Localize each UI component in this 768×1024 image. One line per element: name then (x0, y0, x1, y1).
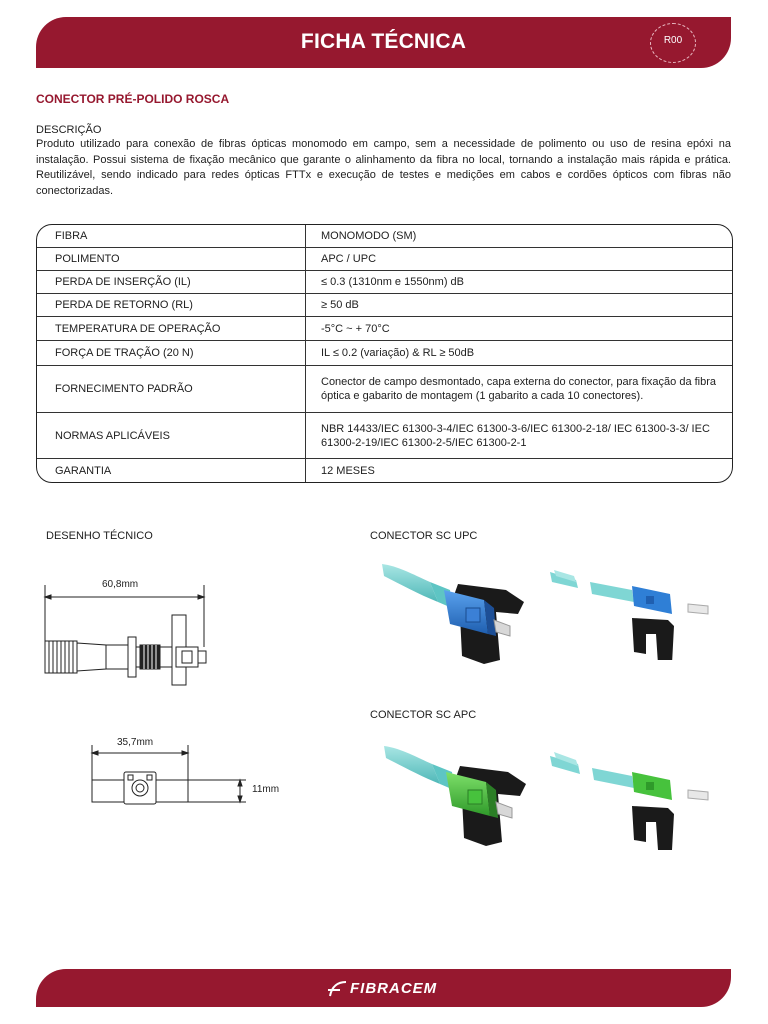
spec-label: PERDA DE INSERÇÃO (IL) (55, 276, 191, 288)
spec-label: FORÇA DE TRAÇÃO (20 N) (55, 347, 194, 359)
sc-upc-assembled-image (378, 556, 528, 668)
dimension-length-label: 60,8mm (102, 579, 139, 590)
spec-row-forca-tracao (37, 340, 732, 365)
spec-row-polimento (37, 247, 732, 270)
description-heading: DESCRIÇÃO (36, 124, 102, 136)
sc-upc-exploded-image (548, 568, 718, 660)
fibracem-logo-icon (326, 980, 348, 998)
spec-value: MONOMODO (SM) (321, 230, 417, 242)
technical-drawing-front-view (86, 745, 251, 810)
spec-row-garantia (37, 458, 732, 483)
spec-label: PERDA DE RETORNO (RL) (55, 299, 193, 311)
technical-drawing-title: DESENHO TÉCNICO (46, 530, 153, 542)
spec-value: NBR 14433/IEC 61300-3-4/IEC 61300-3-6/IEC 61300-2-18/ IEC 61300-3-3/ IEC 61300-2-19/IEC 61300-2-5/IEC 61300-2-1 (321, 422, 710, 449)
sc-upc-title: CONECTOR SC UPC (370, 530, 478, 542)
spec-table (36, 224, 733, 483)
spec-label: GARANTIA (55, 465, 112, 477)
spec-label: TEMPERATURA DE OPERAÇÃO (55, 322, 221, 335)
spec-value: ≥ 50 dB (321, 299, 359, 311)
spec-row-perda-retorno (37, 293, 732, 316)
spec-row-fibra (37, 225, 732, 247)
description-text: Produto utilizado para conexão de fibras ópticas monomodo em campo, sem a necessidade de polimento ou uso de resina epóxi na instalação. Possui sistema de fixação mecânico que garante o alinhamento da fibra no local, tornando a instalação mais rápida e prática. Reutilizável, sendo indicado para redes ópticas FTTx e execução de testes e medições em cabos e cordões ópticos com fibras não conectorizadas. (36, 138, 731, 197)
spec-value: -5°C ~ + 70°C (321, 322, 390, 335)
technical-drawing-side-view (36, 585, 236, 695)
spec-value: 12 MESES (321, 465, 375, 477)
spec-row-fornecimento (37, 365, 732, 412)
footer-logo: FIBRACEM (350, 980, 438, 997)
spec-row-temperatura (37, 316, 732, 340)
sc-apc-assembled-image (380, 738, 530, 850)
product-title: CONECTOR PRÉ-POLIDO ROSCA (36, 92, 230, 106)
spec-value: APC / UPC (321, 253, 377, 265)
spec-label: FIBRA (55, 230, 88, 242)
sc-apc-title: CONECTOR SC APC (370, 709, 477, 721)
spec-label: FORNECIMENTO PADRÃO (55, 383, 193, 395)
spec-row-perda-insercao (37, 270, 732, 293)
spec-row-normas (37, 412, 732, 458)
dimension-width-label: 35,7mm (117, 737, 154, 748)
page-title: FICHA TÉCNICA (300, 30, 467, 53)
revision-badge-label: R00 (663, 35, 683, 46)
header-bar (36, 17, 731, 68)
spec-value: IL ≤ 0.2 (variação) & RL ≥ 50dB (321, 347, 475, 359)
dimension-height-label: 11mm (252, 784, 280, 795)
spec-value: ≤ 0.3 (1310nm e 1550nm) dB (321, 276, 465, 288)
spec-label: NORMAS APLICÁVEIS (55, 429, 170, 442)
spec-value: Conector de campo desmontado, capa externa do conector, para fixação da fibra óptica e gabarito de montagem (1 gabarito a cada 10 conectores). (321, 376, 717, 402)
sc-apc-exploded-image (548, 748, 718, 850)
spec-label: POLIMENTO (55, 253, 120, 265)
